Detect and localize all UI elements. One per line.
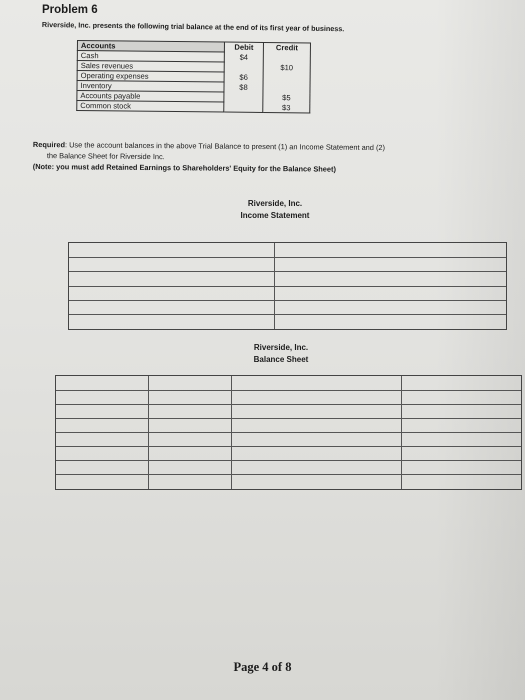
account-name: Accounts payable	[77, 91, 224, 103]
required-instructions	[33, 139, 503, 176]
income-statement-company: Riverside, Inc.	[247, 199, 303, 208]
grid-row-line	[56, 474, 521, 475]
income-statement-grid[interactable]	[68, 242, 507, 330]
grid-column-line	[231, 376, 232, 489]
grid-row-line	[56, 460, 521, 461]
credit-value: $10	[263, 62, 310, 72]
credit-value	[263, 52, 310, 62]
problem-title: Problem 6	[42, 4, 98, 16]
required-note: (Note: you must add Retained Earnings to Shareholders' Equity for the Balance Sheet)	[32, 161, 336, 174]
required-line-2: the Balance Sheet for Riverside Inc.	[46, 151, 165, 162]
income-statement-title: Income Statement	[240, 211, 310, 220]
balance-sheet-heading	[196, 342, 366, 366]
grid-row-line	[69, 300, 506, 301]
page-shadow	[435, 0, 525, 700]
balance-sheet-title: Balance Sheet	[253, 355, 309, 364]
required-label: Required	[32, 139, 66, 150]
credit-value: $3	[263, 102, 310, 112]
header-debit: Debit	[224, 42, 263, 52]
grid-row-line	[56, 418, 521, 419]
credit-value	[263, 72, 310, 82]
debit-value: $8	[224, 82, 263, 92]
problem-intro: Riverside, Inc. presents the following trial balance at the end of its first year of business.	[41, 20, 345, 34]
account-name: Inventory	[77, 81, 224, 93]
trial-balance-table	[76, 40, 311, 113]
debit-value	[224, 102, 263, 112]
grid-row-line	[69, 314, 506, 315]
debit-value	[224, 62, 263, 72]
balance-sheet-company: Riverside, Inc.	[253, 343, 309, 352]
credit-value: $5	[263, 92, 310, 102]
table-row	[77, 101, 310, 113]
grid-row-line	[56, 390, 521, 391]
account-name: Operating expenses	[77, 71, 224, 83]
grid-row-line	[56, 446, 521, 447]
balance-sheet-grid[interactable]	[55, 375, 522, 490]
account-name: Cash	[77, 51, 224, 63]
account-name: Common stock	[77, 101, 224, 113]
grid-row-line	[56, 432, 521, 433]
grid-column-line	[401, 376, 402, 489]
credit-value	[263, 82, 310, 92]
grid-column-line	[148, 376, 149, 489]
grid-column-line	[274, 243, 275, 329]
trial-balance	[76, 40, 311, 113]
grid-row-line	[69, 271, 506, 272]
header-accounts: Accounts	[77, 41, 224, 53]
required-text: : Use the account balances in the above Trial Balance to present (1) an Income Statement and (2)	[64, 140, 386, 153]
grid-row-line	[69, 286, 506, 287]
account-name: Sales revenues	[77, 61, 224, 73]
debit-value: $4	[224, 52, 263, 62]
income-statement-heading	[190, 198, 360, 222]
debit-value: $6	[224, 72, 263, 82]
grid-row-line	[69, 257, 506, 258]
header-credit: Credit	[263, 42, 310, 52]
page-number: Page 4 of 8	[233, 660, 292, 674]
grid-row-line	[56, 404, 521, 405]
debit-value	[224, 92, 263, 102]
